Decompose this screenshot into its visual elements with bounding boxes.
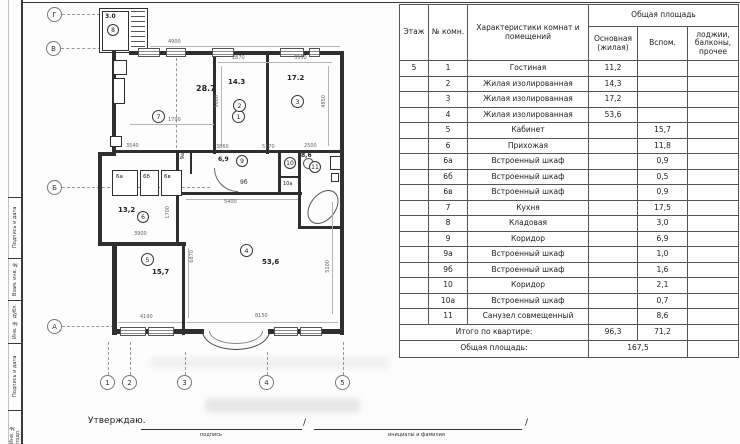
grid-number-2: 2 — [122, 375, 137, 390]
dimension-line — [150, 46, 340, 47]
name-line — [314, 429, 522, 430]
col-header-auxiliary: Вспом. — [638, 27, 688, 61]
frame-label-signature-date-1: Подпись и дата — [12, 206, 18, 249]
wall — [340, 51, 344, 335]
table-row: 5 Кабинет 15,7 — [400, 123, 739, 139]
dim-label: 2500 — [304, 143, 317, 149]
table-row: 2 Жилая изолированная 14,3 — [400, 76, 739, 92]
dim-label: 8150 — [255, 313, 268, 319]
window-symbol — [148, 327, 174, 336]
room5-area-label: 15,7 — [152, 268, 170, 276]
closet-6a-label: 6а — [116, 174, 123, 180]
table-row: 7 Кухня 17,5 — [400, 200, 739, 216]
partition — [190, 150, 192, 174]
table-row: 6а Встроенный шкаф 0,9 — [400, 154, 739, 170]
dimension-line — [328, 66, 329, 146]
room4-area-label: 53,6 — [262, 258, 280, 266]
partition — [182, 246, 185, 335]
table-row: 10 Коридор 2,1 — [400, 278, 739, 294]
rooms-table — [399, 4, 739, 358]
table-row: 4 Жилая изолированная 53,6 — [400, 107, 739, 123]
dim-label: 4900 — [168, 39, 181, 45]
room11-area-label: 8,6 — [301, 152, 312, 159]
totals-aux-value: 71,2 — [638, 324, 688, 340]
dimension-line — [130, 124, 214, 125]
dimension-line — [332, 202, 333, 314]
toilet-symbol — [330, 156, 341, 170]
dim-label: 3860 — [216, 144, 229, 150]
overall-row — [400, 340, 739, 357]
table-row: 9 Коридор 6,9 — [400, 231, 739, 247]
dim-label: 2870 — [232, 55, 245, 61]
col-header-characteristics: Характеристики комнат и помещений — [468, 5, 589, 61]
dim-label: 3540 — [126, 143, 139, 149]
table-row: 6в Встроенный шкаф 0,9 — [400, 185, 739, 201]
totals-main-value: 96,3 — [589, 324, 638, 340]
partition — [298, 150, 301, 229]
bathtub-symbol — [301, 184, 345, 230]
axis-leader — [61, 48, 101, 49]
table-row: 9а Встроенный шкаф 1,0 — [400, 247, 739, 263]
watermark — [150, 357, 390, 369]
grid-letter-a: А — [47, 319, 62, 334]
dimension-line — [118, 322, 182, 323]
niche — [110, 136, 122, 147]
dim-label: 5100 — [325, 260, 331, 273]
overall-other-empty — [688, 340, 739, 357]
grid-letter-v: В — [46, 41, 61, 56]
closet-10a-label: 10а — [283, 181, 293, 187]
table-row: 10а Встроенный шкаф 0,7 — [400, 293, 739, 309]
dim-label: 3550 — [294, 55, 307, 61]
dimension-line — [218, 62, 332, 63]
slash-1: / — [303, 418, 307, 428]
room1-number: 1 — [232, 110, 245, 123]
wall — [98, 152, 102, 246]
stairs-symbol — [131, 11, 145, 51]
dim-label: 1700 — [165, 206, 171, 219]
dim-label: 6870 — [189, 250, 195, 263]
dim-label: 5000 — [214, 95, 220, 108]
closet-6b-label: 6б — [143, 174, 150, 180]
dim-label: 5400 — [224, 199, 237, 205]
dim-label: 4190 — [140, 314, 153, 320]
table-row: 6б Встроенный шкаф 0,5 — [400, 169, 739, 185]
dim-label: 5170 — [262, 144, 275, 150]
table-row: 11 Санузел совмещенный 8,6 — [400, 309, 739, 325]
room8-area-label: 3.0 — [105, 13, 116, 20]
frame-label-inv-podl: Инв. № подл. — [9, 424, 21, 444]
frame-top-border — [21, 2, 740, 3]
partition — [176, 150, 179, 246]
col-header-total-area: Общая площадь — [589, 5, 739, 27]
frame-left-border — [21, 0, 23, 444]
grid-number-3: 3 — [177, 375, 192, 390]
partition — [266, 51, 269, 154]
axis-leader — [62, 326, 114, 327]
axis-leader — [62, 14, 100, 15]
room4-number: 4 — [240, 244, 253, 257]
grid-letter-b: Б — [47, 180, 62, 195]
totals-row — [400, 324, 739, 340]
window-symbol — [138, 48, 160, 57]
door-arc — [214, 168, 238, 192]
frame-label-vzam-inv: Взам. инв. № — [12, 261, 18, 297]
table-body — [400, 61, 739, 325]
signature-line — [141, 429, 302, 430]
dim-label: 1700 — [168, 117, 181, 123]
fixture-symbol — [331, 173, 339, 182]
totals-other-empty — [688, 324, 739, 340]
col-header-other: лоджии, балконы, прочее — [688, 27, 739, 61]
watermark — [205, 398, 360, 413]
col-header-floor: Этаж — [400, 5, 429, 61]
dimension-line — [186, 199, 298, 200]
slash-2: / — [525, 418, 529, 428]
grid-number-4: 4 — [259, 375, 274, 390]
partition — [281, 176, 298, 178]
dim-label: 4850 — [321, 95, 327, 108]
room7-number: 7 — [152, 110, 165, 123]
partition — [278, 150, 281, 195]
approve-label: Утверждаю. — [88, 416, 146, 426]
window-symbol — [309, 48, 320, 57]
niche — [113, 78, 125, 104]
wall — [112, 246, 117, 335]
window-symbol — [120, 327, 146, 336]
overall-value: 167,5 — [589, 340, 688, 357]
frame-label-inv-dubl: Инв. № дубл. — [12, 304, 18, 340]
room2-number: 2 — [233, 99, 246, 112]
window-symbol — [300, 327, 322, 336]
frame-label-signature-date-2: Подпись и дата — [12, 355, 18, 398]
overall-label: Общая площадь: — [400, 340, 589, 357]
room-divider-dashed — [176, 58, 177, 148]
room9-area-label: 6,9 — [218, 156, 229, 163]
room6-area-label: 13,2 — [118, 206, 136, 214]
signature-caption: подпись — [200, 432, 222, 438]
name-caption: инициалы и фамилия — [388, 432, 445, 438]
room9-number: 9 — [236, 155, 248, 167]
closet-9b-label: 9б — [240, 179, 248, 186]
room3-area-label: 17.2 — [287, 74, 305, 82]
window-symbol — [212, 48, 234, 57]
partition — [180, 192, 302, 195]
grid-number-1: 1 — [100, 375, 115, 390]
grid-letter-g: Г — [47, 7, 62, 22]
totals-label: Итого по квартире: — [400, 324, 589, 340]
room3-number: 3 — [291, 95, 304, 108]
room11-number: 11 — [309, 161, 321, 173]
table-row: 8 Кладовая 3,0 — [400, 216, 739, 232]
room2-area-label: 14.3 — [228, 78, 246, 86]
dim-label: 3900 — [134, 231, 147, 237]
col-header-room-no: № комн. — [429, 5, 468, 61]
closet-9a-label: 9а — [180, 153, 186, 160]
room8-number: 8 — [107, 24, 119, 36]
dimension-line — [221, 66, 222, 146]
table-row: 3 Жилая изолированная 17,2 — [400, 92, 739, 108]
table-row: 9б Встроенный шкаф 1,6 — [400, 262, 739, 278]
room71-area-label: 28.7 — [196, 84, 216, 93]
closet-6v-label: 6в — [164, 174, 171, 180]
niche — [113, 60, 127, 75]
room5-number: 5 — [141, 253, 154, 266]
dimension-line — [186, 322, 338, 323]
col-header-main-living: Основная (жилая) — [589, 27, 638, 61]
window-symbol — [166, 48, 186, 57]
axis-leader — [130, 342, 131, 375]
grid-number-5: 5 — [335, 375, 350, 390]
partition — [298, 226, 344, 229]
axis-leader — [108, 342, 109, 375]
table-row: 6 Прихожая 11,8 — [400, 138, 739, 154]
room10-number: 10 — [284, 157, 296, 169]
window-symbol — [274, 327, 298, 336]
table-row: 5 1 Гостиная 11,2 — [400, 61, 739, 77]
room6-number: 6 — [137, 211, 149, 223]
